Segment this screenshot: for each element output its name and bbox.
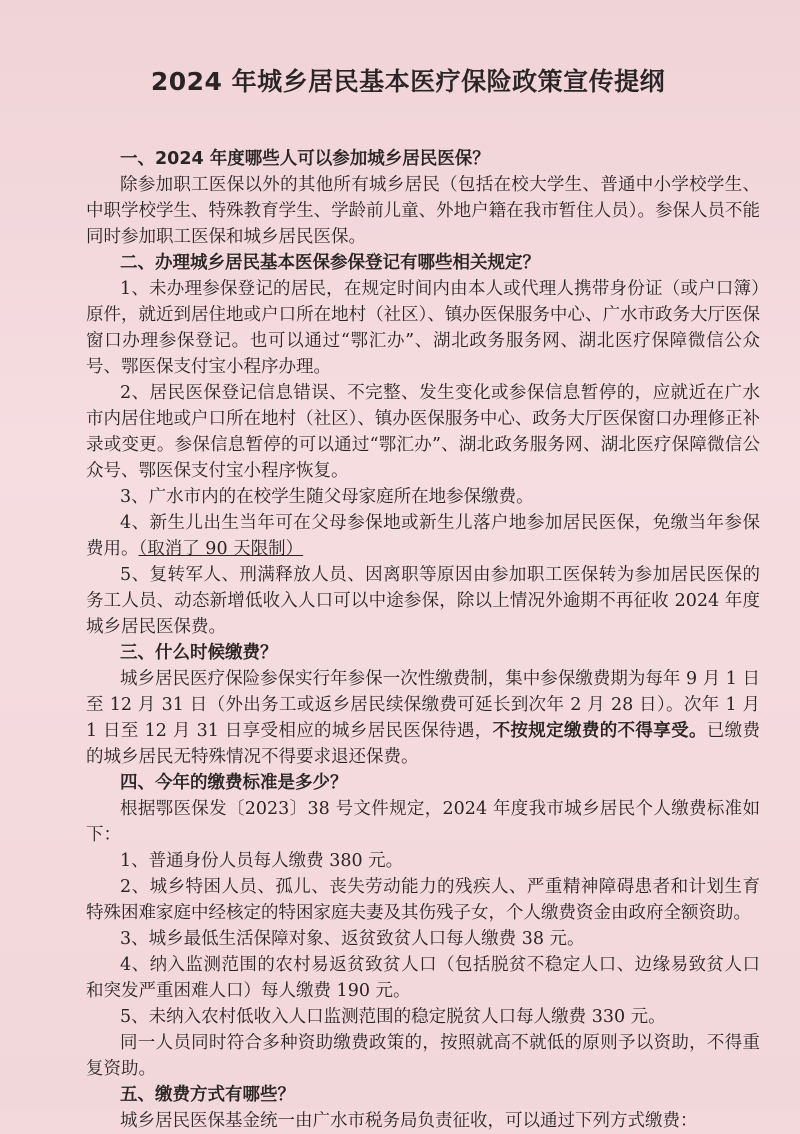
section-5-paragraph-1: 城乡居民医保基金统一由广水市税务局负责征收，可以通过下列方式缴费： bbox=[120, 1111, 698, 1131]
section-4-heading: 四、今年的缴费标准是多少？ bbox=[120, 773, 348, 793]
section-1-paragraph-1: 除参加职工医保以外的其他所有城乡居民（包括在校大学生、普通中小学校学生、中职学校学生、特殊教育学生、学龄前儿童、外地户籍在我市暂住人员）。参保人员不能同时参加职工医保和城乡居民医保。 bbox=[86, 175, 760, 247]
section-2-paragraph-3: 3、广水市内的在校学生随父母家庭所在地参保缴费。 bbox=[120, 487, 534, 507]
page-title: 2024 年城乡居民基本医疗保险政策宣传提纲 bbox=[150, 67, 666, 96]
section-4-paragraph-6: 5、未纳入农村低收入人口监测范围的稳定脱贫人口每人缴费 330 元。 bbox=[120, 1007, 666, 1027]
section-2-paragraph-1: 1、未办理参保登记的居民，在规定时间内由本人或代理人携带身份证（或户口簿）原件，就近到居住地或户口所在地村（社区）、镇办医保服务中心、广水市政务大厅医保窗口办理参保登记。也可以通过“鄂汇办”、湖北政务服务网、湖北医疗保障微信公众号、鄂医保支付宝小程序办理。 bbox=[86, 279, 760, 377]
section-4-paragraph-4: 3、城乡最低生活保障对象、返贫致贫人口每人缴费 38 元。 bbox=[120, 929, 585, 949]
section-2-paragraph-4-note: （取消了 90 天限制） bbox=[138, 539, 304, 559]
section-2-paragraph-4-text: 4、新生儿出生当年可在父母参保地或新生儿落户地参加居民医保，免缴当年参保费用。 bbox=[86, 513, 760, 559]
section-3-bold-text: 不按规定缴费的不得享受。 bbox=[492, 721, 707, 741]
section-4-paragraph-1: 根据鄂医保发〔2023〕38 号文件规定，2024 年度我市城乡居民个人缴费标准如下： bbox=[86, 799, 760, 845]
section-3-paragraph-1 bbox=[86, 666, 760, 770]
section-2-heading: 二、办理城乡居民基本医保参保登记有哪些相关规定？ bbox=[120, 253, 540, 273]
section-3-heading: 三、什么时候缴费？ bbox=[120, 643, 278, 663]
section-2-paragraph-4 bbox=[86, 510, 760, 562]
section-4-paragraph-3: 2、城乡特困人员、孤儿、丧失劳动能力的残疾人、严重精神障碍患者和计划生育特殊困难家庭中经核定的特困家庭夫妻及其伤残子女，个人缴费资金由政府全额资助。 bbox=[86, 877, 760, 923]
section-4-paragraph-2: 1、普通身份人员每人缴费 380 元。 bbox=[120, 851, 404, 871]
section-5-heading: 五、缴费方式有哪些？ bbox=[120, 1085, 295, 1105]
section-4-paragraph-7: 同一人员同时符合多种资助缴费政策的，按照就高不就低的原则予以资助，不得重复资助。 bbox=[86, 1033, 760, 1079]
section-3-text: 城乡居民医疗保险参保实行年参保一次性缴费制，集中参保缴费期为每年 9 月 1 日至 12 月 31 日（外出务工或返乡居民续保缴费可延长到次年 2 月 28 日）。次年 1 月 1 日至 12 月 31 日享受相应的城乡居民医保待遇， bbox=[86, 669, 760, 741]
section-4-paragraph-5: 4、纳入监测范围的农村易返贫致贫人口（包括脱贫不稳定人口、边缘易致贫人口和突发严重困难人口）每人缴费 190 元。 bbox=[86, 955, 760, 1001]
section-2-paragraph-5: 5、复转军人、刑满释放人员、因离职等原因由参加职工医保转为参加居民医保的务工人员、动态新增低收入人口可以中途参保，除以上情况外逾期不再征收 2024 年度城乡居民医保费。 bbox=[86, 565, 760, 637]
section-2-paragraph-2: 2、居民医保登记信息错误、不完整、发生变化或参保信息暂停的，应就近在广水市内居住地或户口所在地村（社区）、镇办医保服务中心、政务大厅医保窗口办理修正补录或变更。参保信息暂停的可以通过“鄂汇办”、湖北政务服务网、湖北医疗保障微信公众号、鄂医保支付宝小程序恢复。 bbox=[86, 383, 760, 481]
section-3-tail-text: 已缴费的城乡居民无特殊情况不得要求退还保费。 bbox=[86, 721, 761, 767]
section-1-heading: 一、2024 年度哪些人可以参加城乡居民医保？ bbox=[120, 149, 490, 169]
